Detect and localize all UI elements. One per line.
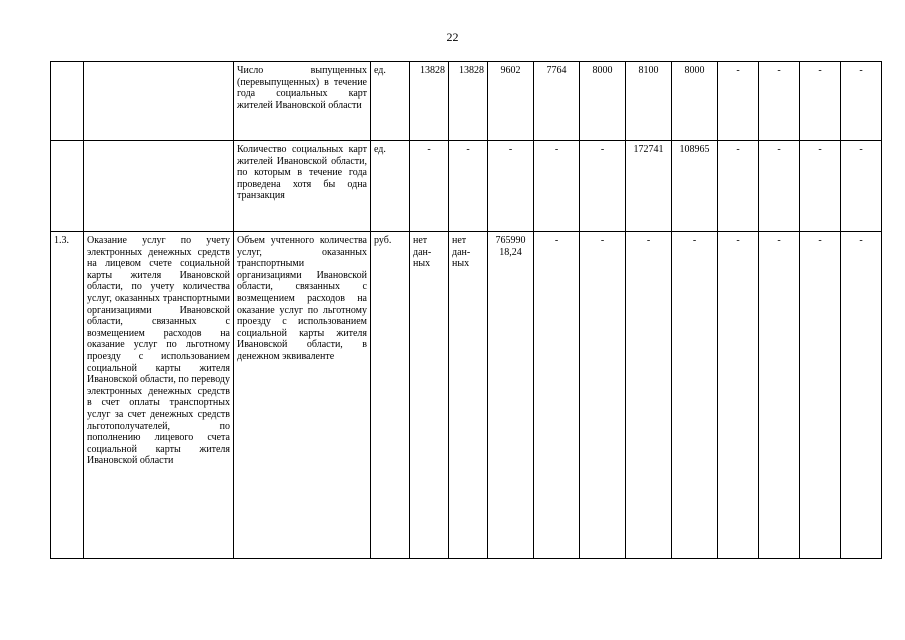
indicator-cell: Число выпущенных (перевыпущенных) в течение года социальных карт жителей Ивановской области [234, 62, 371, 141]
value-cell: - [488, 141, 534, 232]
indicator-cell: Количество социальных карт жителей Ивановской области, по которым в течение года проведена хотя бы одна транзакция [234, 141, 371, 232]
table-row [51, 141, 882, 232]
value-cell: - [672, 232, 718, 559]
value-cell: 13828 [410, 62, 449, 141]
value-cell: - [759, 141, 800, 232]
value-cell: 108965 [672, 141, 718, 232]
unit-cell: руб. [371, 232, 410, 559]
value-cell: - [410, 141, 449, 232]
page-number: 22 [446, 30, 459, 44]
value-cell: - [759, 232, 800, 559]
value-cell: - [841, 141, 882, 232]
unit-cell: ед. [371, 62, 410, 141]
value-cell: - [580, 141, 626, 232]
indicators-table [50, 61, 882, 559]
value-cell: 9602 [488, 62, 534, 141]
indicator-cell: Объем учтенного количества услуг, оказанных транспортными организациями Ивановской области, связанных с возмещением расходов на оказание услуг по льготному проезду с использованием социальной карты жителя Ивановской области, в денежном эквиваленте [234, 232, 371, 559]
row-number-cell: 1.3. [51, 232, 84, 559]
value-cell: - [718, 62, 759, 141]
event-cell [84, 62, 234, 141]
value-cell: 172741 [626, 141, 672, 232]
value-cell: - [718, 141, 759, 232]
value-cell: 7764 [534, 62, 580, 141]
unit-cell: ед. [371, 141, 410, 232]
table-row [51, 232, 882, 559]
event-cell [84, 141, 234, 232]
value-cell: - [759, 62, 800, 141]
row-number-cell [51, 141, 84, 232]
value-cell: 8000 [672, 62, 718, 141]
value-cell: 13828 [449, 62, 488, 141]
table-row [51, 62, 882, 141]
value-cell: - [580, 232, 626, 559]
value-cell: - [800, 62, 841, 141]
value-cell: - [449, 141, 488, 232]
value-cell: - [841, 62, 882, 141]
value-cell: нет дан-ных [410, 232, 449, 559]
value-cell: - [841, 232, 882, 559]
value-cell: - [534, 232, 580, 559]
row-number-cell [51, 62, 84, 141]
value-cell: 765990 18,24 [488, 232, 534, 559]
value-cell: 8000 [580, 62, 626, 141]
value-cell: - [718, 232, 759, 559]
value-cell: - [534, 141, 580, 232]
value-cell: - [626, 232, 672, 559]
value-cell: нет дан-ных [449, 232, 488, 559]
value-cell: 8100 [626, 62, 672, 141]
event-cell: Оказание услуг по учету электронных денежных средств на лицевом счете социальной карты жителя Ивановской области, по учету количества услуг, оказанных транспортными организациями Ивановской области, связанных с возмещением расходов на оказание услуг по льготному проезду с использованием социальной карты жителя Ивановской области, по переводу электронных денежных средств в счет оплаты транспортных услуг за счет денежных средств льготополучателей, по пополнению лицевого счета социальной карты жителя Ивановской области [84, 232, 234, 559]
value-cell: - [800, 232, 841, 559]
value-cell: - [800, 141, 841, 232]
